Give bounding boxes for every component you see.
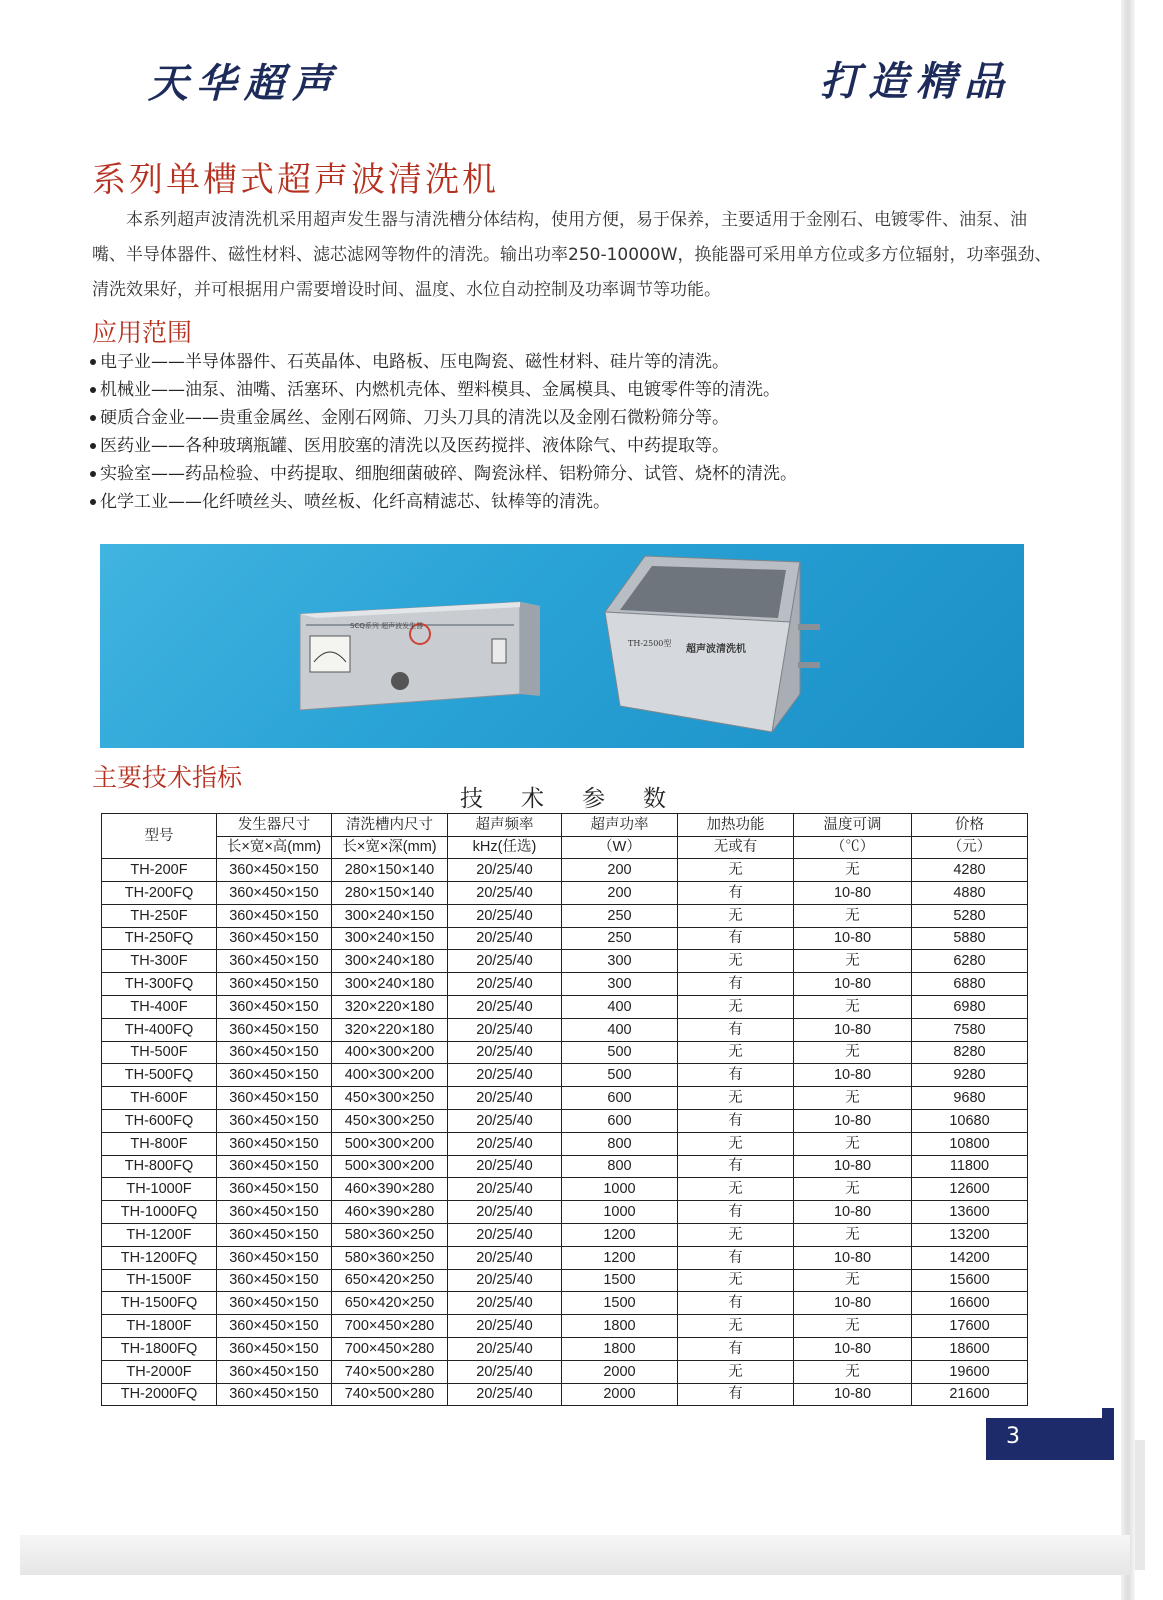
cell-tank-size: 280×150×140 bbox=[332, 859, 448, 882]
cell-temperature: 10-80 bbox=[794, 1246, 912, 1269]
cell-heating: 无 bbox=[678, 1041, 794, 1064]
cell-price: 11800 bbox=[912, 1155, 1028, 1178]
cell-tank-size: 700×450×280 bbox=[332, 1315, 448, 1338]
cell-model: TH-250FQ bbox=[102, 927, 217, 950]
table-row bbox=[102, 973, 1028, 996]
table-row bbox=[102, 1337, 1028, 1360]
page-number-box bbox=[986, 1418, 1102, 1460]
table-row bbox=[102, 1155, 1028, 1178]
list-item: 硬质合金业——贵重金属丝、金刚石网筛、刀头刀具的清洗以及金刚石微粉筛分等。 bbox=[90, 404, 797, 432]
cell-tank-size: 300×240×180 bbox=[332, 950, 448, 973]
cell-frequency: 20/25/40 bbox=[448, 1337, 562, 1360]
cell-frequency: 20/25/40 bbox=[448, 1178, 562, 1201]
cell-frequency: 20/25/40 bbox=[448, 1360, 562, 1383]
cell-temperature: 无 bbox=[794, 859, 912, 882]
cell-frequency: 20/25/40 bbox=[448, 881, 562, 904]
cell-heating: 有 bbox=[678, 927, 794, 950]
cell-heating: 有 bbox=[678, 1201, 794, 1224]
cell-model: TH-300F bbox=[102, 950, 217, 973]
cell-model: TH-1200FQ bbox=[102, 1246, 217, 1269]
cell-generator-size: 360×450×150 bbox=[217, 1360, 332, 1383]
cell-model: TH-1000FQ bbox=[102, 1201, 217, 1224]
cell-temperature: 10-80 bbox=[794, 1383, 912, 1406]
cell-heating: 无 bbox=[678, 1087, 794, 1110]
table-row bbox=[102, 1315, 1028, 1338]
bottom-shadow bbox=[20, 1535, 1130, 1575]
cell-tank-size: 320×220×180 bbox=[332, 1018, 448, 1041]
cell-power: 1200 bbox=[562, 1223, 678, 1246]
cell-frequency: 20/25/40 bbox=[448, 973, 562, 996]
table-row bbox=[102, 1178, 1028, 1201]
cell-tank-size: 580×360×250 bbox=[332, 1223, 448, 1246]
cell-heating: 无 bbox=[678, 1132, 794, 1155]
cell-tank-size: 300×240×180 bbox=[332, 973, 448, 996]
cell-model: TH-2000F bbox=[102, 1360, 217, 1383]
cell-tank-size: 500×300×200 bbox=[332, 1132, 448, 1155]
applications-list bbox=[90, 348, 797, 516]
cell-power: 400 bbox=[562, 1018, 678, 1041]
cell-power: 600 bbox=[562, 1087, 678, 1110]
cell-power: 200 bbox=[562, 859, 678, 882]
cell-frequency: 20/25/40 bbox=[448, 1201, 562, 1224]
cell-power: 1200 bbox=[562, 1246, 678, 1269]
cell-price: 5280 bbox=[912, 904, 1028, 927]
table-row bbox=[102, 1292, 1028, 1315]
cell-temperature: 10-80 bbox=[794, 973, 912, 996]
cell-model: TH-400FQ bbox=[102, 1018, 217, 1041]
bullet-icon bbox=[90, 443, 96, 449]
cell-power: 250 bbox=[562, 927, 678, 950]
cell-generator-size: 360×450×150 bbox=[217, 1041, 332, 1064]
table-row bbox=[102, 859, 1028, 882]
unit-frequency: kHz(任选) bbox=[448, 836, 562, 859]
col-header-model: 型号 bbox=[102, 814, 217, 859]
cell-temperature: 无 bbox=[794, 1178, 912, 1201]
cell-model: TH-2000FQ bbox=[102, 1383, 217, 1406]
cell-generator-size: 360×450×150 bbox=[217, 1223, 332, 1246]
cell-generator-size: 360×450×150 bbox=[217, 995, 332, 1018]
applications-heading: 应用范围 bbox=[92, 318, 193, 347]
table-row bbox=[102, 995, 1028, 1018]
cell-price: 4880 bbox=[912, 881, 1028, 904]
cell-tank-size: 460×390×280 bbox=[332, 1178, 448, 1201]
generator-unit bbox=[300, 602, 540, 710]
cell-power: 1500 bbox=[562, 1292, 678, 1315]
cell-model: TH-1200F bbox=[102, 1223, 217, 1246]
cell-price: 12600 bbox=[912, 1178, 1028, 1201]
cell-frequency: 20/25/40 bbox=[448, 1109, 562, 1132]
cell-tank-size: 700×450×280 bbox=[332, 1337, 448, 1360]
cell-price: 7580 bbox=[912, 1018, 1028, 1041]
table-row bbox=[102, 950, 1028, 973]
cell-heating: 无 bbox=[678, 1178, 794, 1201]
cell-frequency: 20/25/40 bbox=[448, 1087, 562, 1110]
cell-price: 6880 bbox=[912, 973, 1028, 996]
cell-power: 2000 bbox=[562, 1360, 678, 1383]
cell-temperature: 10-80 bbox=[794, 1109, 912, 1132]
cell-generator-size: 360×450×150 bbox=[217, 1383, 332, 1406]
cell-model: TH-800F bbox=[102, 1132, 217, 1155]
cell-generator-size: 360×450×150 bbox=[217, 973, 332, 996]
table-row bbox=[102, 1041, 1028, 1064]
cell-temperature: 10-80 bbox=[794, 881, 912, 904]
list-item: 电子业——半导体器件、石英晶体、电路板、压电陶瓷、磁性材料、硅片等的清洗。 bbox=[90, 348, 797, 376]
page-edge bbox=[1135, 1440, 1145, 1570]
cell-frequency: 20/25/40 bbox=[448, 1132, 562, 1155]
cell-heating: 有 bbox=[678, 1246, 794, 1269]
list-item: 医药业——各种玻璃瓶罐、医用胶塞的清洗以及医药搅拌、液体除气、中药提取等。 bbox=[90, 432, 797, 460]
cell-model: TH-800FQ bbox=[102, 1155, 217, 1178]
cell-generator-size: 360×450×150 bbox=[217, 950, 332, 973]
cell-power: 500 bbox=[562, 1041, 678, 1064]
cell-frequency: 20/25/40 bbox=[448, 1246, 562, 1269]
unit-heating: 无或有 bbox=[678, 836, 794, 859]
meter-icon bbox=[310, 636, 350, 672]
cell-frequency: 20/25/40 bbox=[448, 1269, 562, 1292]
cell-price: 6280 bbox=[912, 950, 1028, 973]
table-row bbox=[102, 1269, 1028, 1292]
cell-model: TH-600F bbox=[102, 1087, 217, 1110]
cell-frequency: 20/25/40 bbox=[448, 1018, 562, 1041]
cell-heating: 无 bbox=[678, 859, 794, 882]
cell-tank-size: 300×240×150 bbox=[332, 904, 448, 927]
cell-model: TH-1500F bbox=[102, 1269, 217, 1292]
table-header-units-row bbox=[102, 836, 1028, 859]
unit-tank-size: 长×宽×深(mm) bbox=[332, 836, 448, 859]
cell-power: 300 bbox=[562, 950, 678, 973]
cell-power: 250 bbox=[562, 904, 678, 927]
cell-power: 800 bbox=[562, 1132, 678, 1155]
cell-model: TH-1800FQ bbox=[102, 1337, 217, 1360]
cell-generator-size: 360×450×150 bbox=[217, 927, 332, 950]
cell-temperature: 无 bbox=[794, 1041, 912, 1064]
unit-price: （元） bbox=[912, 836, 1028, 859]
cell-power: 1800 bbox=[562, 1337, 678, 1360]
cell-generator-size: 360×450×150 bbox=[217, 1109, 332, 1132]
cell-generator-size: 360×450×150 bbox=[217, 881, 332, 904]
page-tab-bar bbox=[1102, 1408, 1114, 1460]
cell-price: 8280 bbox=[912, 1041, 1028, 1064]
cell-frequency: 20/25/40 bbox=[448, 927, 562, 950]
cell-temperature: 无 bbox=[794, 1315, 912, 1338]
cell-price: 19600 bbox=[912, 1360, 1028, 1383]
cell-temperature: 无 bbox=[794, 1360, 912, 1383]
bullet-icon bbox=[90, 499, 96, 505]
cell-tank-size: 400×300×200 bbox=[332, 1064, 448, 1087]
cell-heating: 有 bbox=[678, 1018, 794, 1041]
page-spine bbox=[1121, 0, 1135, 1600]
table-row bbox=[102, 1132, 1028, 1155]
cell-temperature: 10-80 bbox=[794, 1292, 912, 1315]
cell-heating: 无 bbox=[678, 904, 794, 927]
cell-model: TH-500F bbox=[102, 1041, 217, 1064]
list-item: 化学工业——化纤喷丝头、喷丝板、化纤高精滤芯、钛棒等的清洗。 bbox=[90, 488, 797, 516]
cell-price: 13600 bbox=[912, 1201, 1028, 1224]
cell-price: 13200 bbox=[912, 1223, 1028, 1246]
table-row bbox=[102, 1223, 1028, 1246]
page-title: 系列单槽式超声波清洗机 bbox=[92, 160, 499, 200]
page-number: 3 bbox=[1006, 1424, 1020, 1449]
cell-power: 400 bbox=[562, 995, 678, 1018]
col-header-frequency: 超声频率 bbox=[448, 814, 562, 837]
cell-frequency: 20/25/40 bbox=[448, 950, 562, 973]
cell-temperature: 10-80 bbox=[794, 1337, 912, 1360]
cell-generator-size: 360×450×150 bbox=[217, 1246, 332, 1269]
cell-generator-size: 360×450×150 bbox=[217, 1201, 332, 1224]
cell-tank-size: 450×300×250 bbox=[332, 1087, 448, 1110]
cell-model: TH-500FQ bbox=[102, 1064, 217, 1087]
cell-temperature: 无 bbox=[794, 1087, 912, 1110]
cell-price: 9680 bbox=[912, 1087, 1028, 1110]
cell-heating: 有 bbox=[678, 1155, 794, 1178]
cell-price: 21600 bbox=[912, 1383, 1028, 1406]
svg-text:TH-2500型: TH-2500型 bbox=[628, 639, 672, 648]
brand-slogan-left: 天华超声 bbox=[148, 60, 340, 107]
spec-table-body bbox=[102, 859, 1028, 1406]
cell-model: TH-250F bbox=[102, 904, 217, 927]
switch-icon bbox=[492, 639, 506, 663]
knob-icon bbox=[391, 672, 409, 690]
cell-generator-size: 360×450×150 bbox=[217, 1155, 332, 1178]
cell-power: 200 bbox=[562, 881, 678, 904]
cell-temperature: 10-80 bbox=[794, 1018, 912, 1041]
cell-price: 14200 bbox=[912, 1246, 1028, 1269]
cell-tank-size: 300×240×150 bbox=[332, 927, 448, 950]
cell-temperature: 无 bbox=[794, 1269, 912, 1292]
cell-price: 18600 bbox=[912, 1337, 1028, 1360]
unit-power: （W） bbox=[562, 836, 678, 859]
cell-temperature: 10-80 bbox=[794, 927, 912, 950]
cell-temperature: 10-80 bbox=[794, 1201, 912, 1224]
cell-temperature: 无 bbox=[794, 1132, 912, 1155]
list-item: 实验室——药品检验、中药提取、细胞细菌破碎、陶瓷泳样、铝粉筛分、试管、烧杯的清洗。 bbox=[90, 460, 797, 488]
cell-model: TH-1800F bbox=[102, 1315, 217, 1338]
cell-generator-size: 360×450×150 bbox=[217, 1269, 332, 1292]
cleaning-tank bbox=[605, 556, 820, 732]
bullet-icon bbox=[90, 415, 96, 421]
cell-model: TH-600FQ bbox=[102, 1109, 217, 1132]
svg-text:超声波清洗机: 超声波清洗机 bbox=[686, 644, 746, 655]
cell-tank-size: 460×390×280 bbox=[332, 1201, 448, 1224]
cell-tank-size: 280×150×140 bbox=[332, 881, 448, 904]
col-header-generator-size: 发生器尺寸 bbox=[217, 814, 332, 837]
unit-temperature: （℃） bbox=[794, 836, 912, 859]
table-row bbox=[102, 1109, 1028, 1132]
specs-heading: 主要技术指标 bbox=[92, 763, 243, 792]
table-row bbox=[102, 1064, 1028, 1087]
table-row bbox=[102, 1246, 1028, 1269]
cell-generator-size: 360×450×150 bbox=[217, 1018, 332, 1041]
cell-heating: 无 bbox=[678, 1223, 794, 1246]
cell-frequency: 20/25/40 bbox=[448, 1155, 562, 1178]
cell-price: 5880 bbox=[912, 927, 1028, 950]
bullet-icon bbox=[90, 387, 96, 393]
cell-frequency: 20/25/40 bbox=[448, 1223, 562, 1246]
cell-heating: 无 bbox=[678, 1269, 794, 1292]
cell-tank-size: 740×500×280 bbox=[332, 1360, 448, 1383]
cell-price: 4280 bbox=[912, 859, 1028, 882]
cell-generator-size: 360×450×150 bbox=[217, 1337, 332, 1360]
table-row bbox=[102, 881, 1028, 904]
cell-price: 9280 bbox=[912, 1064, 1028, 1087]
table-row bbox=[102, 927, 1028, 950]
svg-text:SCQ系列 超声波发生器: SCQ系列 超声波发生器 bbox=[350, 622, 424, 630]
cell-tank-size: 580×360×250 bbox=[332, 1246, 448, 1269]
cell-price: 6980 bbox=[912, 995, 1028, 1018]
col-header-temperature: 温度可调 bbox=[794, 814, 912, 837]
cell-tank-size: 740×500×280 bbox=[332, 1383, 448, 1406]
cell-heating: 无 bbox=[678, 1315, 794, 1338]
cell-frequency: 20/25/40 bbox=[448, 1315, 562, 1338]
table-caption: 技术参数 bbox=[460, 786, 704, 812]
cell-price: 16600 bbox=[912, 1292, 1028, 1315]
cell-generator-size: 360×450×150 bbox=[217, 1132, 332, 1155]
bullet-icon bbox=[90, 471, 96, 477]
cell-frequency: 20/25/40 bbox=[448, 1064, 562, 1087]
cell-heating: 有 bbox=[678, 881, 794, 904]
cell-heating: 有 bbox=[678, 1109, 794, 1132]
cell-temperature: 10-80 bbox=[794, 1155, 912, 1178]
col-header-power: 超声功率 bbox=[562, 814, 678, 837]
intro-paragraph: 本系列超声波清洗机采用超声发生器与清洗槽分体结构，使用方便，易于保养，主要适用于金刚石、电镀零件、油泵、油嘴、半导体器件、磁性材料、滤芯滤网等物件的清洗。输出功率250-10000W，换能器可采用单方位或多方位辐射，功率强劲、清洗效果好，并可根据用户需要增设时间、温度、水位自动控制及功率调节等功能。 bbox=[92, 210, 1052, 300]
cell-model: TH-200F bbox=[102, 859, 217, 882]
bullet-icon bbox=[90, 359, 96, 365]
cell-heating: 有 bbox=[678, 973, 794, 996]
cell-model: TH-1500FQ bbox=[102, 1292, 217, 1315]
cell-model: TH-400F bbox=[102, 995, 217, 1018]
cell-power: 600 bbox=[562, 1109, 678, 1132]
table-header-row bbox=[102, 814, 1028, 837]
table-row bbox=[102, 904, 1028, 927]
cell-generator-size: 360×450×150 bbox=[217, 1178, 332, 1201]
cell-generator-size: 360×450×150 bbox=[217, 904, 332, 927]
cell-tank-size: 450×300×250 bbox=[332, 1109, 448, 1132]
cell-temperature: 10-80 bbox=[794, 1064, 912, 1087]
cell-temperature: 无 bbox=[794, 995, 912, 1018]
cell-tank-size: 320×220×180 bbox=[332, 995, 448, 1018]
table-row bbox=[102, 1201, 1028, 1224]
cell-power: 1000 bbox=[562, 1201, 678, 1224]
cell-generator-size: 360×450×150 bbox=[217, 1064, 332, 1087]
cell-generator-size: 360×450×150 bbox=[217, 859, 332, 882]
cell-heating: 有 bbox=[678, 1383, 794, 1406]
cell-price: 10680 bbox=[912, 1109, 1028, 1132]
cell-tank-size: 650×420×250 bbox=[332, 1292, 448, 1315]
cell-power: 1500 bbox=[562, 1269, 678, 1292]
table-row bbox=[102, 1087, 1028, 1110]
cell-temperature: 无 bbox=[794, 950, 912, 973]
unit-generator-size: 长×宽×高(mm) bbox=[217, 836, 332, 859]
cell-price: 15600 bbox=[912, 1269, 1028, 1292]
product-photo bbox=[100, 544, 1024, 748]
cell-frequency: 20/25/40 bbox=[448, 995, 562, 1018]
cell-power: 2000 bbox=[562, 1383, 678, 1406]
cell-frequency: 20/25/40 bbox=[448, 1383, 562, 1406]
cell-temperature: 无 bbox=[794, 904, 912, 927]
cell-model: TH-300FQ bbox=[102, 973, 217, 996]
cell-power: 500 bbox=[562, 1064, 678, 1087]
cell-tank-size: 500×300×200 bbox=[332, 1155, 448, 1178]
col-header-heating: 加热功能 bbox=[678, 814, 794, 837]
cell-frequency: 20/25/40 bbox=[448, 1292, 562, 1315]
col-header-price: 价格 bbox=[912, 814, 1028, 837]
table-row bbox=[102, 1018, 1028, 1041]
cell-generator-size: 360×450×150 bbox=[217, 1087, 332, 1110]
product-illustration bbox=[100, 544, 1024, 748]
cell-model: TH-1000F bbox=[102, 1178, 217, 1201]
cell-price: 10800 bbox=[912, 1132, 1028, 1155]
cell-generator-size: 360×450×150 bbox=[217, 1315, 332, 1338]
col-header-tank-size: 清洗槽内尺寸 bbox=[332, 814, 448, 837]
spec-table bbox=[101, 813, 1028, 1406]
cell-frequency: 20/25/40 bbox=[448, 859, 562, 882]
cell-heating: 有 bbox=[678, 1292, 794, 1315]
cell-power: 1000 bbox=[562, 1178, 678, 1201]
cell-power: 300 bbox=[562, 973, 678, 996]
cell-model: TH-200FQ bbox=[102, 881, 217, 904]
cell-heating: 无 bbox=[678, 995, 794, 1018]
cell-tank-size: 400×300×200 bbox=[332, 1041, 448, 1064]
cell-heating: 有 bbox=[678, 1337, 794, 1360]
table-row bbox=[102, 1383, 1028, 1406]
cell-heating: 有 bbox=[678, 1064, 794, 1087]
cell-frequency: 20/25/40 bbox=[448, 904, 562, 927]
cell-heating: 无 bbox=[678, 950, 794, 973]
brand-slogan-right: 打造精品 bbox=[820, 58, 1012, 105]
cell-power: 1800 bbox=[562, 1315, 678, 1338]
cell-frequency: 20/25/40 bbox=[448, 1041, 562, 1064]
list-item: 机械业——油泵、油嘴、活塞环、内燃机壳体、塑料模具、金属模具、电镀零件等的清洗。 bbox=[90, 376, 797, 404]
table-row bbox=[102, 1360, 1028, 1383]
cell-price: 17600 bbox=[912, 1315, 1028, 1338]
cell-generator-size: 360×450×150 bbox=[217, 1292, 332, 1315]
cell-power: 800 bbox=[562, 1155, 678, 1178]
cell-tank-size: 650×420×250 bbox=[332, 1269, 448, 1292]
cell-heating: 无 bbox=[678, 1360, 794, 1383]
cell-temperature: 无 bbox=[794, 1223, 912, 1246]
